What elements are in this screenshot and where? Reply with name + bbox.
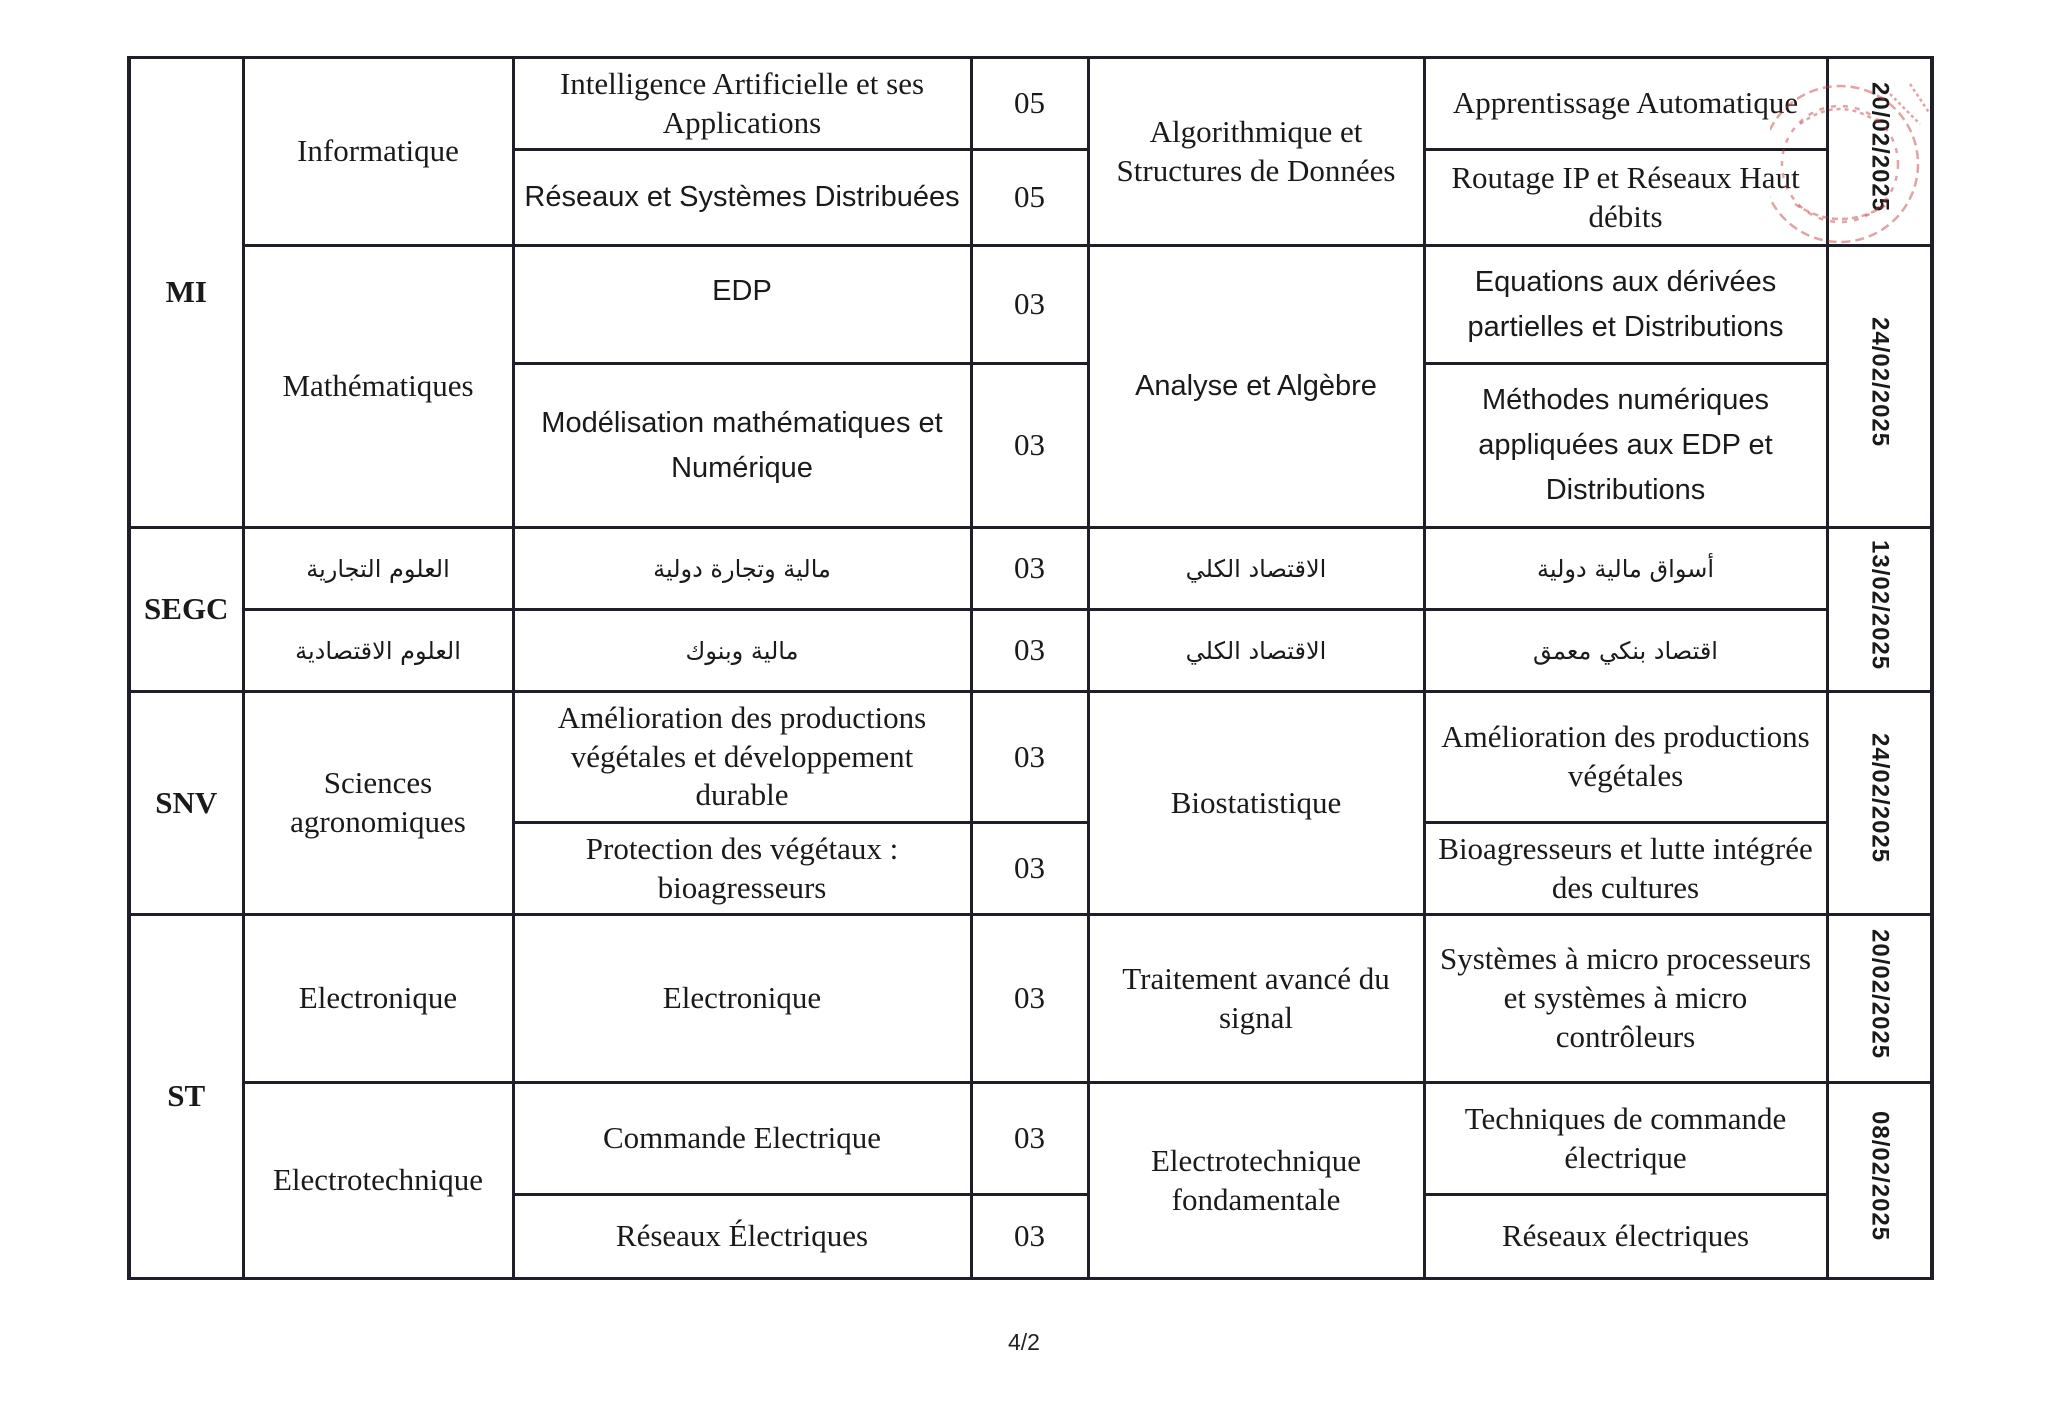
domain-cell: SEGC: [129, 528, 243, 692]
credit-cell: 03: [971, 823, 1088, 915]
filiere-cell: Electrotechnique: [243, 1083, 513, 1279]
page-number: 4/2: [1008, 1329, 1040, 1355]
date-cell: [1827, 246, 1932, 528]
table-row: [129, 246, 1932, 364]
exam-date: 20/02/2025: [1866, 928, 1894, 1059]
filiere-cell: العلوم التجارية: [243, 528, 513, 610]
subject-cell: Analyse et Algèbre: [1088, 246, 1424, 528]
filiere-cell: Informatique: [243, 58, 513, 246]
specialty-cell: EDP: [513, 246, 971, 364]
date-cell: [1827, 692, 1932, 915]
module-cell: Réseaux électriques: [1424, 1195, 1827, 1279]
date-cell: [1827, 58, 1932, 246]
specialty-cell: Réseaux et Systèmes Distribuées: [513, 150, 971, 246]
exam-date: 24/02/2025: [1866, 316, 1894, 447]
exam-date: 24/02/2025: [1866, 733, 1894, 864]
table-row: [129, 915, 1932, 1083]
subject-cell: Traitement avancé du signal: [1088, 915, 1424, 1083]
table-row: [129, 610, 1932, 692]
filiere-cell: Mathématiques: [243, 246, 513, 528]
credit-cell: 03: [971, 246, 1088, 364]
subject-cell: الاقتصاد الكلي: [1088, 610, 1424, 692]
date-cell: [1827, 915, 1932, 1083]
module-cell: Méthodes numériques appliquées aux EDP et Distributions: [1424, 364, 1827, 528]
module-cell: Equations aux dérivées partielles et Distributions: [1424, 246, 1827, 364]
domain-cell: MI: [129, 58, 243, 528]
credit-cell: 03: [971, 1195, 1088, 1279]
module-cell: اقتصاد بنكي معمق: [1424, 610, 1827, 692]
specialty-cell: Electronique: [513, 915, 971, 1083]
table-row: [129, 692, 1932, 823]
specialty-cell: Protection des végétaux : bioagresseurs: [513, 823, 971, 915]
module-cell: Routage IP et Réseaux Haut débits: [1424, 150, 1827, 246]
domain-cell: ST: [129, 915, 243, 1279]
subject-cell: Electrotechnique fondamentale: [1088, 1083, 1424, 1279]
credit-cell: 03: [971, 915, 1088, 1083]
date-cell: [1827, 1083, 1932, 1279]
specialty-cell: Intelligence Artificielle et ses Applications: [513, 58, 971, 150]
module-cell: Amélioration des productions végétales: [1424, 692, 1827, 823]
credit-cell: 05: [971, 58, 1088, 150]
module-cell: أسواق مالية دولية: [1424, 528, 1827, 610]
credit-cell: 03: [971, 364, 1088, 528]
module-cell: Systèmes à micro processeurs et systèmes à micro contrôleurs: [1424, 915, 1827, 1083]
specialty-cell: Réseaux Électriques: [513, 1195, 971, 1279]
domain-cell: SNV: [129, 692, 243, 915]
module-cell: Techniques de commande électrique: [1424, 1083, 1827, 1195]
filiere-cell: Sciences agronomiques: [243, 692, 513, 915]
module-cell: Apprentissage Automatique: [1424, 58, 1827, 150]
exam-date: 13/02/2025: [1866, 539, 1894, 670]
specialty-cell: مالية وتجارة دولية: [513, 528, 971, 610]
specialty-cell: مالية وبنوك: [513, 610, 971, 692]
module-cell: Bioagresseurs et lutte intégrée des cultures: [1424, 823, 1827, 915]
specialty-cell: Amélioration des productions végétales et développement durable: [513, 692, 971, 823]
subject-cell: Biostatistique: [1088, 692, 1424, 915]
date-cell: [1827, 528, 1932, 692]
filiere-cell: Electronique: [243, 915, 513, 1083]
table-row: [129, 58, 1932, 150]
specialty-cell: Modélisation mathématiques et Numérique: [513, 364, 971, 528]
table-row: [129, 1083, 1932, 1195]
credit-cell: 03: [971, 692, 1088, 823]
exam-schedule-table: [127, 56, 1934, 1280]
credit-cell: 03: [971, 528, 1088, 610]
subject-cell: Algorithmique et Structures de Données: [1088, 58, 1424, 246]
specialty-cell: Commande Electrique: [513, 1083, 971, 1195]
credit-cell: 03: [971, 1083, 1088, 1195]
filiere-cell: العلوم الاقتصادية: [243, 610, 513, 692]
exam-date: 20/02/2025: [1866, 81, 1894, 212]
table-row: [129, 528, 1932, 610]
credit-cell: 03: [971, 610, 1088, 692]
subject-cell: الاقتصاد الكلي: [1088, 528, 1424, 610]
credit-cell: 05: [971, 150, 1088, 246]
exam-date: 08/02/2025: [1866, 1110, 1894, 1241]
